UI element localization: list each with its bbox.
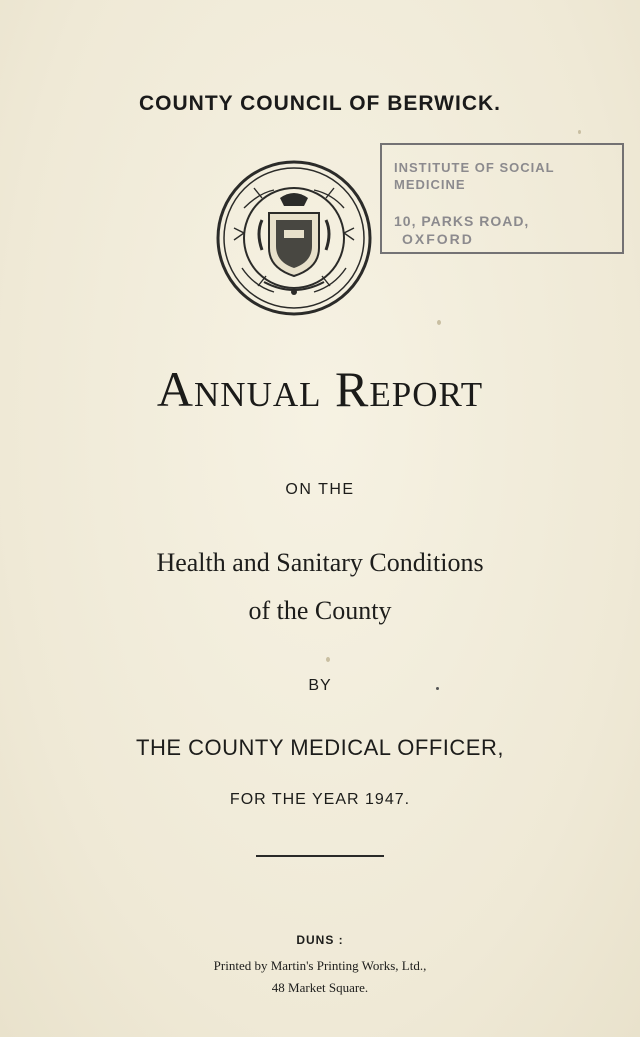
library-stamp — [380, 143, 624, 254]
stamp-line-address: 10, PARKS ROAD, — [394, 213, 530, 229]
paper-speck — [326, 657, 330, 662]
paper-speck — [436, 687, 439, 690]
stamp-line-city: OXFORD — [402, 231, 474, 247]
imprint-place: DUNS : — [296, 933, 344, 947]
imprint-printer: Printed by Martin's Printing Works, Ltd., — [213, 958, 427, 973]
report-subject-line1: Health and Sanitary Conditions — [156, 548, 484, 577]
county-seal-icon — [214, 158, 374, 318]
report-title: Annual Report — [156, 361, 484, 417]
paper-speck — [437, 320, 441, 325]
imprint-address: 48 Market Square. — [271, 980, 369, 995]
report-author: THE COUNTY MEDICAL OFFICER, — [136, 735, 504, 760]
stamp-line-medicine: MEDICINE — [394, 177, 466, 192]
council-heading: COUNTY COUNCIL OF BERWICK. — [138, 92, 501, 115]
paper-speck — [578, 130, 581, 134]
report-subject-line2: of the County — [248, 596, 392, 625]
on-the-text: ON THE — [285, 481, 355, 498]
divider-rule — [256, 855, 384, 857]
report-year: FOR THE YEAR 1947. — [229, 791, 411, 808]
stamp-line-institute: INSTITUTE OF SOCIAL — [394, 160, 555, 175]
by-text: BY — [308, 677, 332, 694]
